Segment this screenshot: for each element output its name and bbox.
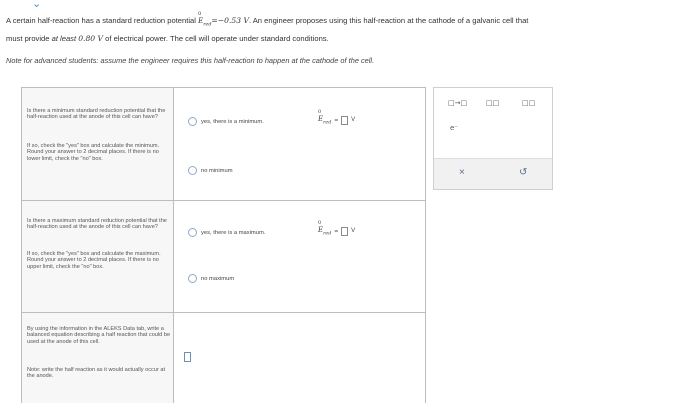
no-minimum-radio[interactable]: [188, 166, 197, 175]
question-text: Is there a minimum standard reduction potential that the half-reaction used at the anode of this cell can have?: [27, 108, 166, 121]
instruction-text: If so, check the "yes" box and calculate the minimum. Round your answer to 2 decimal places. If there is no lower limit, check the "no" box.: [27, 143, 160, 162]
chevron-down-icon[interactable]: ⌄: [32, 0, 42, 10]
maximum-answer-box[interactable]: [341, 227, 348, 236]
subscript-tool[interactable]: □□: [486, 99, 500, 107]
problem-line-1: A certain half-reaction has a standard reduction potential 0 $E_{red}=-0.53$ V. An engineer proposes using this half-reaction at the cathode of a galvanic cell that: [6, 11, 529, 28]
answer-table: [21, 87, 426, 403]
minimum-answer-box[interactable]: [341, 116, 348, 125]
problem-line-2: must provide at least 0.80 V of electrical power. The cell will operate under standard conditions.: [6, 34, 329, 43]
yes-minimum-option[interactable]: yes, there is a minimum.: [188, 117, 264, 126]
undo-icon[interactable]: ↺: [519, 167, 528, 178]
question-cell: [22, 88, 174, 200]
electron-tool[interactable]: e⁻: [450, 124, 459, 132]
chemistry-toolbox: [433, 87, 553, 190]
reaction-arrow-tool[interactable]: □→□: [448, 99, 468, 107]
toolbox-action-bar: [434, 158, 552, 189]
yes-maximum-option[interactable]: yes, there is a maximum.: [188, 228, 265, 237]
superscript-tool[interactable]: □□: [522, 99, 536, 107]
table-row-equation: [22, 313, 425, 403]
half-reaction-answer-box[interactable]: [184, 352, 191, 362]
no-maximum-radio[interactable]: [188, 274, 197, 283]
no-maximum-option[interactable]: no maximum: [188, 274, 234, 283]
no-minimum-option[interactable]: no minimum: [188, 166, 233, 175]
yes-minimum-radio[interactable]: [188, 117, 197, 126]
instruction-text: Note: write the half reaction as it would actually occur at the anode.: [27, 367, 166, 380]
clear-icon[interactable]: ×: [459, 167, 465, 178]
question-text: By using the information in the ALEKS Data tab, write a balanced equation describing a half reaction that could be used at the anode of this cell.: [27, 326, 171, 345]
maximum-equation: 0 $E_{red}$ = V: [318, 220, 356, 237]
table-row-maximum: [22, 201, 425, 313]
minimum-equation: 0 $E_{red}$ = V: [318, 109, 356, 126]
table-row-minimum: [22, 88, 425, 201]
question-text: Is there a maximum standard reduction potential that the half-reaction used at the anode of this cell can have?: [27, 218, 167, 231]
question-cell: [22, 201, 174, 312]
yes-maximum-radio[interactable]: [188, 228, 197, 237]
e0-red-symbol: 0 $E_{red}$: [198, 11, 212, 28]
advanced-note: Note for advanced students: assume the engineer requires this half-reaction to happen at the cathode of the cell.: [6, 56, 375, 65]
instruction-text: If so, check the "yes" box and calculate the maximum. Round your answer to 2 decimal places. If there is no upper limit, check the "no" box.: [27, 251, 161, 270]
question-cell: [22, 313, 174, 403]
